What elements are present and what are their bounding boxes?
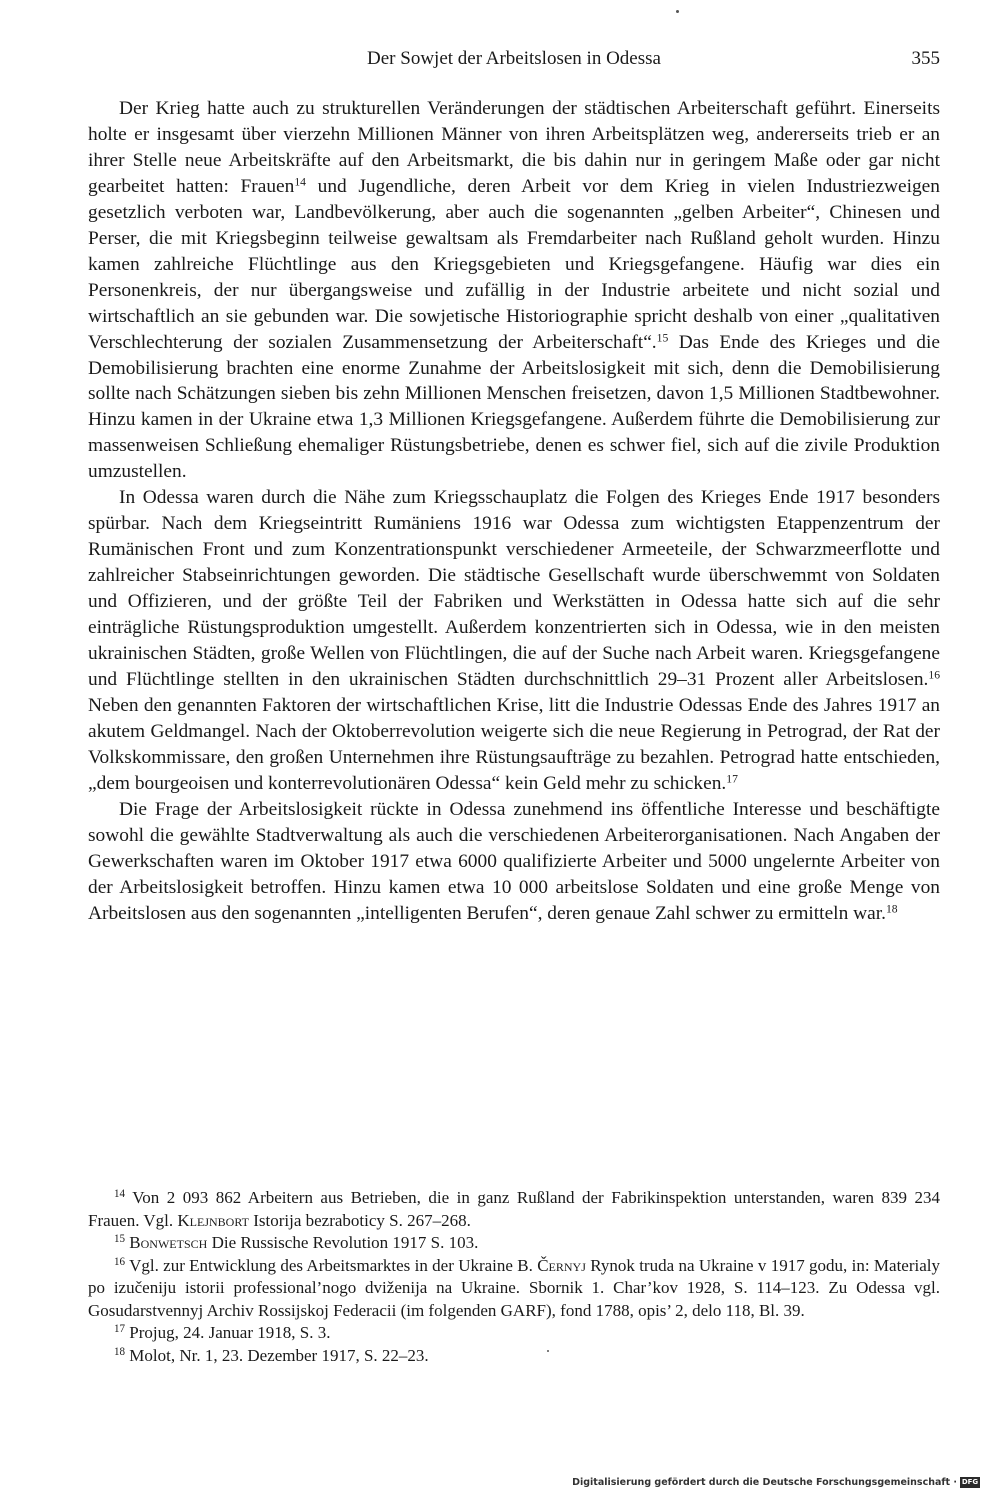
scan-speck: [547, 1350, 549, 1352]
running-head: [88, 48, 940, 74]
running-head-title: Der Sowjet der Arbeitslosen in Odessa: [367, 48, 661, 69]
footnote-number: 18: [114, 1345, 126, 1358]
footnote-ref-17: 17: [726, 772, 738, 786]
footnote-number: 15: [114, 1232, 126, 1245]
footnote-text: Von 2 093 862 Arbeitern aus Betrieben, die in ganz Rußland der Fabrikinspektion unterstanden, waren 839 234 Frauen. Vgl.: [88, 1188, 940, 1230]
footnote-text: Istorija bezraboticy S. 267–268.: [248, 1210, 471, 1230]
footnote-text: Rynok truda na Ukraine v 1917 godu, in: Materialy po izučeniju istorii professional’nogo dviženija na Ukraine. Sbornik 1. Char’kov 1928, S. 114–123. Zu Odessa vgl. Gosudarstvennyj Archiv Rossijskoj Federacii (im folgenden GARF), fond 1788, opis’ 2, delo 118, Bl. 39.: [88, 1255, 940, 1320]
footnote-16: [88, 1255, 940, 1323]
footnote-number: 17: [114, 1322, 126, 1335]
footnote-ref-15: 15: [656, 331, 669, 345]
footnote-text: Projug, 24. Januar 1918, S. 3.: [125, 1323, 331, 1342]
paragraph-3: [88, 797, 940, 927]
paragraph-1: [88, 96, 940, 485]
text-segment: und Jugendliche, deren Arbeit vor dem Krieg in vielen Industriezweigen gesetzlich verboten war, Landbevölkerung, aber auch die sogenannten „gelben Arbeiter“, Chinesen und Perser, die mit Kriegsbeginn teilweise gewaltsam als Fremdarbeiter nach Rußland geholt wurden. Hinzu kamen zahlreiche Flüchtlinge aus den Kriegsgebieten und Kriegsgefangene. Häufig war dies ein Personenkreis, der nur übergangsweise und zufällig in der Industrie arbeitete und nicht sozial und wirtschaftlich an sie gebunden war. Die sowjetische Historiographie spricht deshalb von einer „qualitativen Verschlechterung der sozialen Zusammensetzung der Arbeiterschaft“.: [88, 175, 940, 353]
footnote-author: Klejnbort: [177, 1210, 249, 1230]
footnote-ref-14: 14: [294, 175, 306, 189]
footnote-ref-18: 18: [885, 902, 898, 916]
digitization-text: Digitalisierung gefördert durch die Deutsche Forschungsgemeinschaft ·: [572, 1477, 957, 1488]
footnote-text: Die Russische Revolution 1917 S. 103.: [207, 1233, 479, 1252]
paragraph-2: [88, 485, 940, 796]
text-segment: Der Krieg hatte auch zu strukturellen Veränderungen der städtischen Arbeiterschaft geführt. Einerseits holte er insgesamt über vierzehn Millionen Männer von ihren Arbeitsplätzen weg, andererseits trieb er an ihrer Stelle neue Arbeitskräfte auf den Arbeitsmarkt, die bis dahin nur in geringem Maße oder gar nicht gearbeitet hatten: Frauen: [88, 98, 940, 197]
footnote-text: Molot, Nr. 1, 23. Dezember 1917, S. 22–23.: [125, 1345, 429, 1365]
footnote-number: 14: [114, 1187, 126, 1200]
footnote-ref-16: 16: [928, 668, 940, 682]
footnote-author: Bonwetsch: [129, 1233, 208, 1252]
body-text: [88, 96, 940, 927]
footnote-number: 16: [114, 1255, 126, 1268]
dfg-logo-icon: DFG: [961, 1478, 979, 1486]
text-segment: Die Frage der Arbeitslosigkeit rückte in Odessa zunehmend ins öffentliche Interesse und beschäftigte sowohl die gewählte Stadtverwaltung als auch die verschiedenen Arbeiterorganisationen. Nach Angaben der Gewerkschaften waren im Oktober 1917 etwa 6000 qualifizierte Arbeiter und 5000 ungelernte Arbeiter von der Arbeitslosigkeit betroffen. Hinzu kamen etwa 10 000 arbeitslose Soldaten und eine große Menge von Arbeitslosen aus den sogenannten „intelligenten Berufen“, deren genaue Zahl schwer zu ermitteln war.: [88, 798, 940, 924]
digitization-note: [572, 1477, 980, 1488]
text-segment: Neben den genannten Faktoren der wirtschaftlichen Krise, litt die Industrie Odessas Ende des Jahres 1917 an akutem Geldmangel. Nach der Oktoberrevolution weigerte sich die neue Regierung in Petrograd, der Rat der Volkskommissare, den großen Unternehmen ihre Rüstungsaufträge zu bezahlen. Petrograd hatte entschieden, „dem bourgeoisen und konterrevolutionären Odessa“ kein Geld mehr zu schicken.: [88, 694, 940, 794]
page-number: 355: [911, 48, 940, 69]
scan-speck: [676, 10, 679, 13]
footnote-author: Černyj: [537, 1255, 586, 1275]
footnote-text: Vgl. zur Entwicklung des Arbeitsmarktes in der Ukraine B.: [125, 1255, 538, 1275]
footnote-17: [88, 1322, 940, 1345]
text-segment: In Odessa waren durch die Nähe zum Kriegsschauplatz die Folgen des Krieges Ende 1917 besonders spürbar. Nach dem Kriegseintritt Rumäniens 1916 war Odessa zum wichtigsten Etappenzentrum der Rumänischen Front und zum Konzentrationspunkt verschiedener Armeeteile, der Schwarzmeerflotte und zahlreicher Stabseinrichtungen geworden. Die städtische Gesellschaft wurde überschwemmt von Soldaten und Offizieren, und der größte Teil der Fabriken und Werkstätten in Odessa hatte sich auf die sehr einträgliche Rüstungsproduktion umgestellt. Außerdem konzentrierten sich in Odessa, wie in den meisten ukrainischen Städten, große Wellen von Flüchtlingen, die auf der Suche nach Arbeit waren. Kriegsgefangene und Flüchtlinge stellten in den ukrainischen Städten durchschnittlich 29–31 Prozent aller Arbeitslosen.: [88, 487, 940, 690]
footnote-15: [88, 1232, 940, 1255]
footnote-14: [88, 1187, 940, 1232]
footnote-18: [88, 1345, 940, 1368]
text-segment: Das Ende des Krieges und die Demobilisierung brachten eine enorme Zunahme der Arbeitslosigkeit mit sich, denn die Demobilisierung sollte nach Schätzungen sieben bis zehn Millionen Menschen freisetzen, davon 1,5 Millionen Stadtbewohner. Hinzu kamen in der Ukraine etwa 1,3 Millionen Kriegsgefangene. Außerdem führte die Demobilisierung zur massenweisen Schließung ehemaliger Rüstungsbetriebe, denen es schwer fiel, sich auf die zivile Produktion umzustellen.: [88, 331, 940, 483]
footnotes: [88, 1187, 940, 1367]
